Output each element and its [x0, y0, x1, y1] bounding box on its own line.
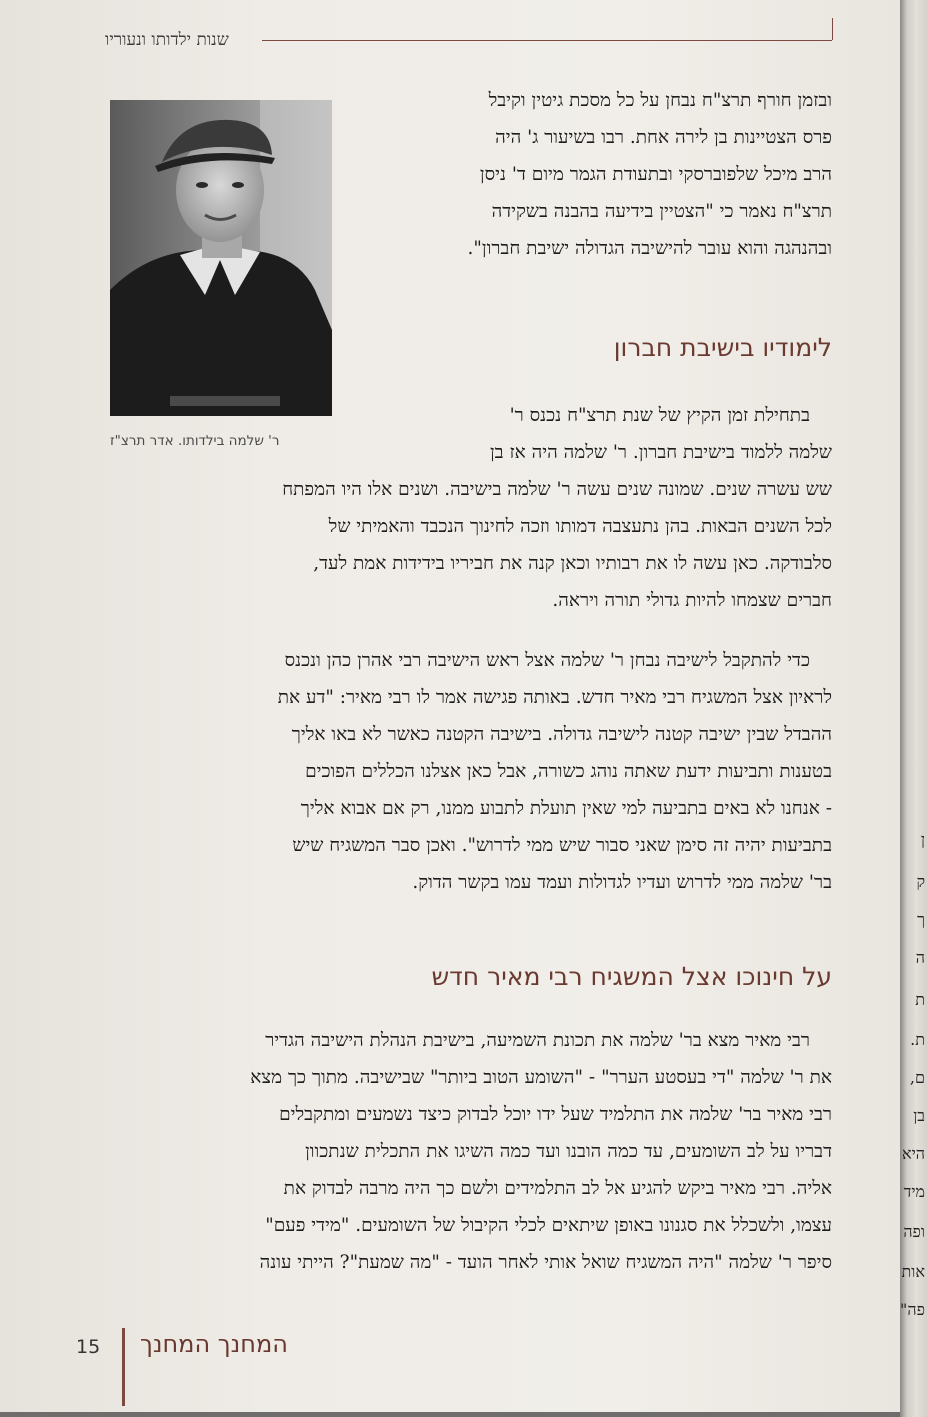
- next-page-fragment: ם,: [909, 1068, 925, 1087]
- next-page-fragment: ה: [915, 948, 925, 967]
- footer-divider: [122, 1328, 125, 1406]
- next-page-fragment: אות: [901, 1262, 925, 1281]
- next-page-fragment: בן: [913, 1106, 925, 1125]
- next-page-fragment: ת: [915, 990, 925, 1009]
- next-page-fragment: פה": [900, 1300, 925, 1319]
- text-line: שש עשרה שנים. שמונה שנים עשה ר' שלמה בישיבה. ושנים אלו היו המפתח: [282, 479, 832, 500]
- text-line: תרצ"ח נאמר כי "הצטיין בידיעה בהבנה בשקידה: [491, 201, 832, 222]
- text-line: שלמה ללמוד בישיבת חברון. ר' שלמה היה אז בן: [489, 442, 832, 463]
- text-line: ובהנהגה והוא עובר להישיבה הגדולה ישיבת חברון".: [467, 238, 832, 259]
- next-page-fragment: ופה: [903, 1222, 925, 1241]
- text-line: דבריו על לב השומעים, עד כמה הובנו ועד כמה השיגו את התכלית שנתכוון: [305, 1141, 832, 1162]
- next-page-fragment: מיד: [903, 1182, 925, 1201]
- text-line: את ר' שלמה "די בעסטע הערר" - "השומע הטוב ביותר" שבישיבה. מתוך כך מצא: [250, 1067, 832, 1088]
- header-rule: [262, 40, 832, 41]
- next-page-fragment: ן: [920, 830, 925, 849]
- footer-book-title: המחנך המחנך: [140, 1330, 288, 1358]
- text-line: בתחילת זמן הקיץ של שנת תרצ"ח נכנס ר': [509, 405, 810, 426]
- text-line: סלבודקה. כאן עשה לו את רבותיו וכאן קנה את חביריו בידידות אמת לעד,: [313, 553, 832, 574]
- next-page-fragment: היא: [902, 1144, 925, 1163]
- text-line: פרס הצטיינות בן לירה אחת. רבו בשיעור ג' היה: [495, 127, 832, 148]
- text-line: כדי להתקבל לישיבה נבחן ר' שלמה אצל ראש הישיבה רבי אהרן כהן ונכנס: [284, 650, 810, 671]
- next-page-edge: [900, 0, 927, 1417]
- text-line: לכל השנים הבאות. בהן נתעצבה דמותו וזכה לחינוך הנכבד והאמיתי של: [328, 516, 832, 537]
- text-line: בטענות ותביעות ידעת שאתה נוהג כשורה, אבל כאן אצלנו הכללים הפוכים: [305, 761, 832, 782]
- text-line: - אנחנו לא באים בתביעה למי שאין תועלת לתבוע ממנו, רק אם אבוא אליך: [300, 798, 832, 819]
- text-line: ההבדל שבין ישיבה קטנה לישיבה גדולה. בישיבה הקטנה כאשר לא באו אליך: [291, 724, 832, 745]
- next-page-fragment: ך: [917, 910, 925, 929]
- text-line: חברים שצמחו להיות גדולי תורה ויראה.: [552, 590, 832, 611]
- section-title-mashgiach: על חינוכו אצל המשגיח רבי מאיר חדש: [431, 962, 832, 991]
- text-line: עצמו, ולשכלל את סגנונו באופן שיתאים לכלי הקיבול של השומעים. "מידי פעם": [265, 1215, 832, 1236]
- running-head: שנות ילדותו ונעוריו: [105, 30, 229, 50]
- header-rule-tick: [832, 18, 833, 40]
- text-line: רבי מאיר מצא בר' שלמה את תכונת השמיעה, בישיבת הנהלת הישיבה הגדיר: [265, 1030, 810, 1051]
- next-page-fragment: ק: [916, 872, 925, 891]
- text-line: לראיון אצל המשגיח רבי מאיר חדש. באותה פגישה אמר לו רבי מאיר: "דע את: [277, 687, 832, 708]
- text-line: הרב מיכל שלפוברסקי ובתעודת הגמר מיום ד' ניסן: [479, 164, 832, 185]
- section-title-hebron: לימודיו בישיבת חברון: [613, 333, 832, 362]
- text-line: בר' שלמה ממי לדרוש ועדיו לגדולות ועמד עמו בקשר הדוק.: [412, 872, 832, 893]
- portrait-photo: [110, 100, 332, 416]
- photo-caption: ר' שלמה בילדותו. אדר תרצ"ז: [110, 433, 280, 449]
- page-number: 15: [76, 1336, 101, 1358]
- text-line: ובזמן חורף תרצ"ח נבחן על כל מסכת גיטין וקיבל: [488, 90, 832, 111]
- text-line: רבי מאיר בר' שלמה את התלמיד שעל ידו יוכל לבדוק כיצד נשמעים ומתקבלים: [279, 1104, 832, 1125]
- next-page-fragment: ת.: [910, 1030, 925, 1049]
- text-line: סיפר ר' שלמה "היה המשגיח שואל אותי לאחר הועד - "מה שמעת"? הייתי עונה: [259, 1252, 832, 1273]
- text-line: בתביעות יהיה זה סימן שאני סבור שיש ממי לדרוש". ואכן סבר המשגיח שיש: [292, 835, 832, 856]
- text-line: אליה. רבי מאיר ביקש להגיע אל לב התלמידים ולשם כך היה מרבה לבדוק את: [283, 1178, 832, 1199]
